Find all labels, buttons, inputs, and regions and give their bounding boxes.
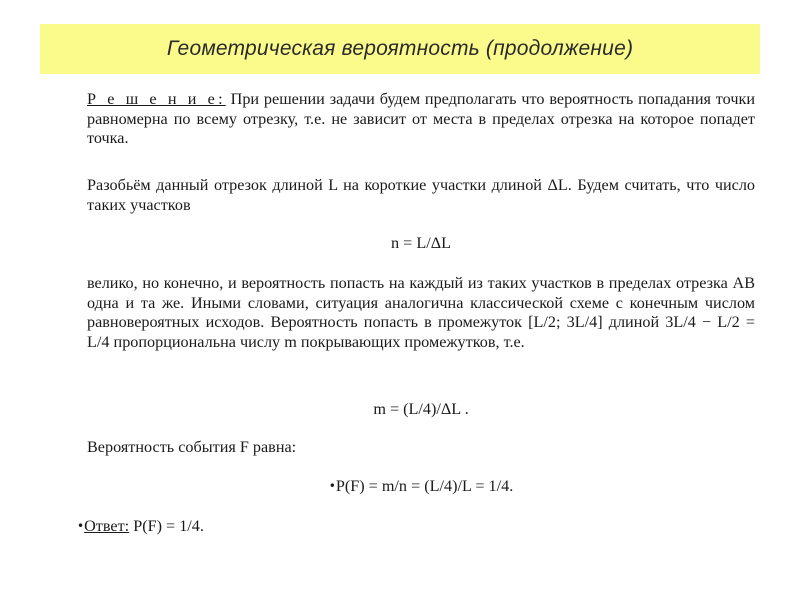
answer-line	[77, 517, 755, 537]
formula-m: m = (L/4)/ΔL .	[373, 400, 469, 418]
solution-paragraph	[87, 90, 755, 149]
formula-n: n = L/ΔL	[391, 234, 451, 252]
bullet-icon: •	[77, 519, 85, 533]
answer-label: Ответ:	[84, 517, 130, 535]
bullet-icon: •	[328, 479, 336, 493]
segment-paragraph: Разобьём данный отрезок длиной L на короткие участки длиной ΔL. Будем считать, что число таких участков	[87, 176, 755, 214]
event-probability-text: Вероятность события F равна:	[87, 438, 297, 456]
slide-title: Геометрическая вероятность (продолжение)	[166, 37, 634, 60]
solution-text: При решении задачи будем предполагать что вероятность попадания точки равномерна по всему отрезку, т.е. не зависит от места в пределах отрезка на которое попадет точка.	[87, 90, 755, 147]
formula-pf	[87, 477, 755, 497]
title-banner	[40, 24, 760, 74]
formula-pf-text: P(F) = m/n = (L/4)/L = 1/4.	[335, 477, 514, 495]
solution-label: Р е ш е н и е:	[87, 90, 226, 108]
probability-paragraph: велико, но конечно, и вероятность попасть на каждый из таких участков в пределах отрезка AB одна и та же. Иными словами, ситуация аналогична классической схеме с конечным числом равновероятных исходов. Вероятность попасть в промежуток [L/2; 3L/4] длиной 3L/4 − L/2 = L/4 пропорциональна числу m покрывающих промежутков, т.е.	[87, 274, 755, 351]
answer-value: P(F) = 1/4.	[133, 517, 204, 535]
